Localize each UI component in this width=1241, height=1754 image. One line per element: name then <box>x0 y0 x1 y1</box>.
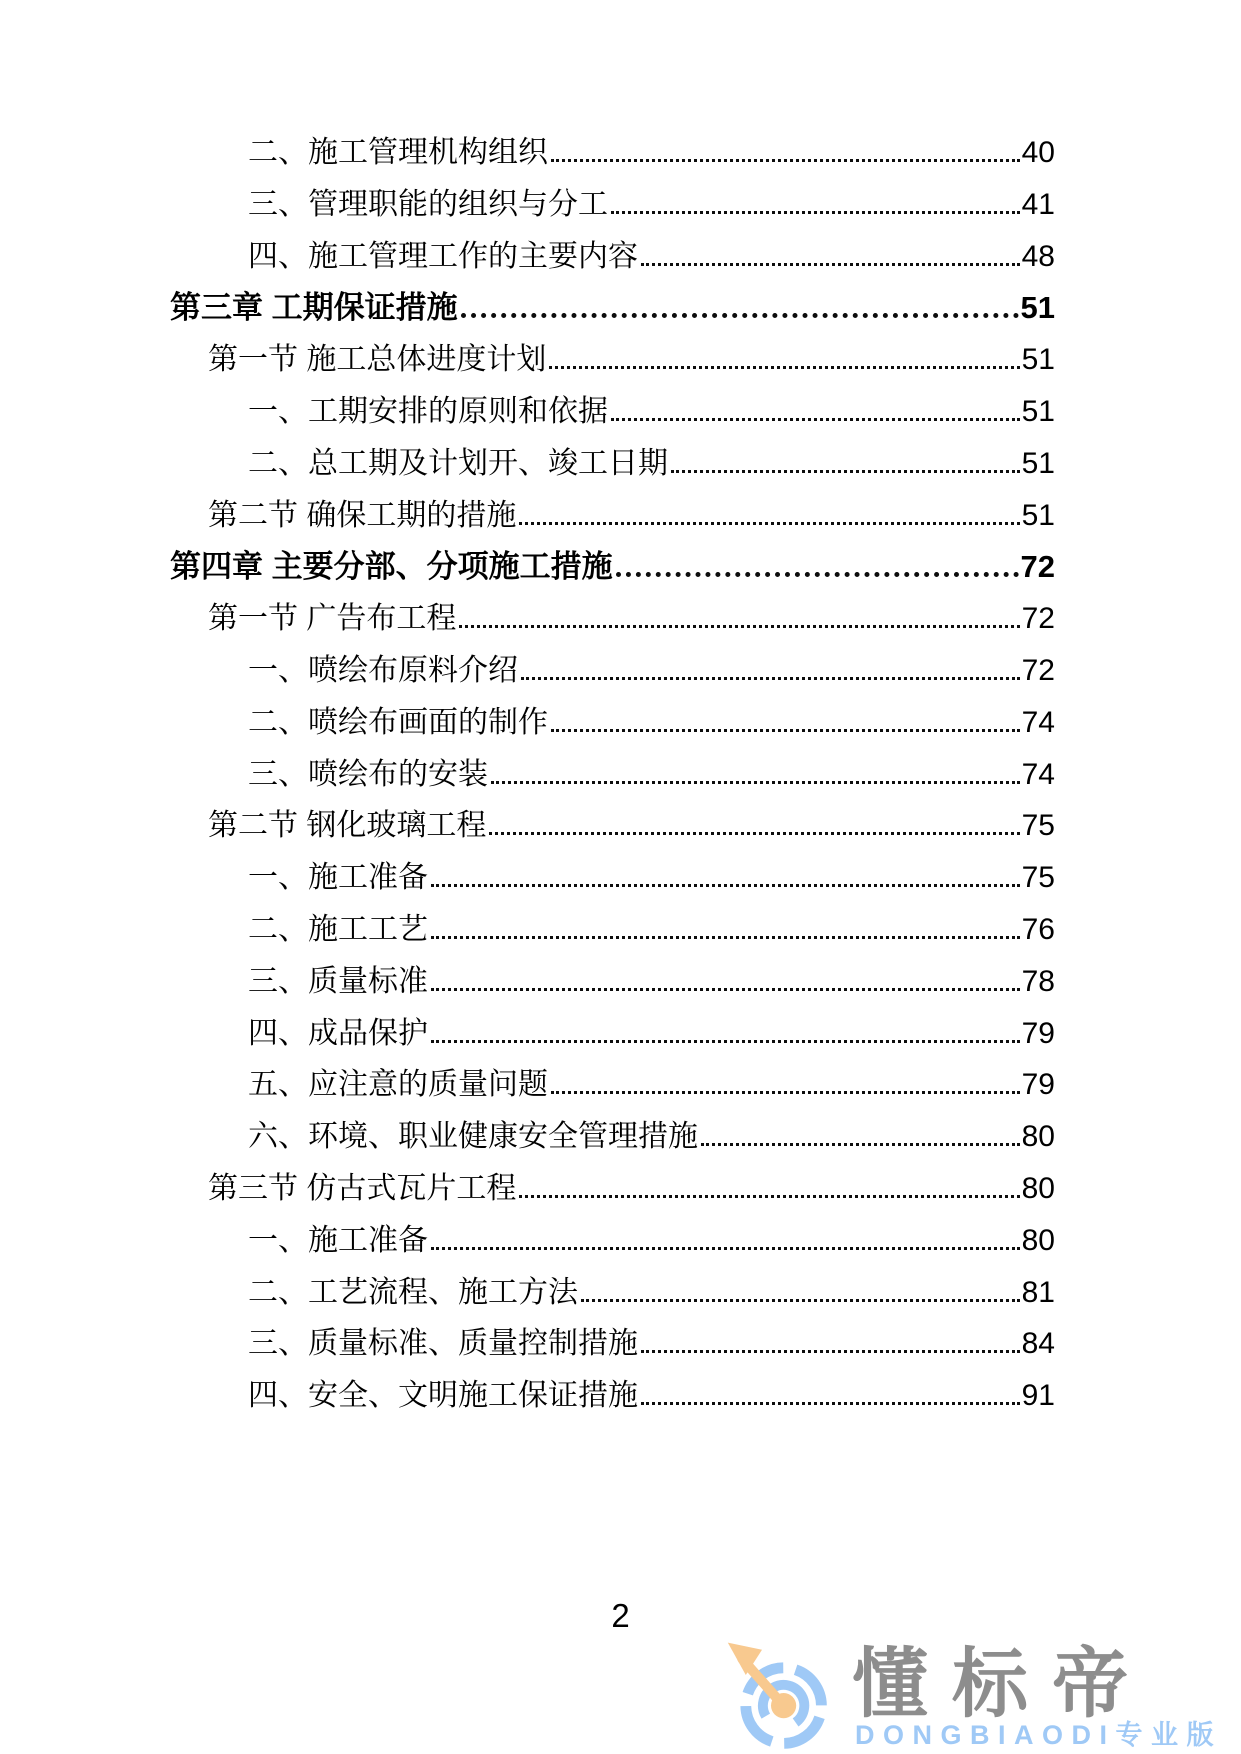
dot-leader <box>641 1350 1020 1353</box>
toc-entry-page-number: 78 <box>1021 964 1055 998</box>
toc-entry[interactable] <box>170 386 1055 438</box>
toc-entry[interactable] <box>170 282 1055 334</box>
toc-entry-page-number: 80 <box>1021 1223 1055 1257</box>
toc-entry[interactable] <box>170 541 1055 593</box>
dot-leader <box>616 572 1019 577</box>
toc-entry-page-number: 75 <box>1021 861 1055 895</box>
dot-leader <box>491 781 1020 784</box>
toc-entry-label: 二、施工工艺 <box>248 912 428 946</box>
toc-entry[interactable] <box>170 1163 1055 1215</box>
toc-entry-page-number: 79 <box>1021 1016 1055 1050</box>
toc-entry-label: 二、喷绘布画面的制作 <box>248 705 548 739</box>
dot-leader <box>431 936 1020 939</box>
toc-entry[interactable] <box>170 127 1055 179</box>
dot-leader <box>549 366 1019 369</box>
toc-entry[interactable] <box>170 852 1055 904</box>
toc-entry-page-number: 51 <box>1020 290 1055 326</box>
dot-leader <box>431 884 1020 887</box>
toc-entry-label: 第二节 确保工期的措施 <box>208 498 517 532</box>
dot-leader <box>431 988 1020 991</box>
toc-entry[interactable] <box>170 645 1055 697</box>
dot-leader <box>551 159 1020 162</box>
dot-leader <box>459 625 1019 628</box>
toc-entry-label: 一、喷绘布原料介绍 <box>248 653 518 687</box>
toc-entry[interactable] <box>170 1318 1055 1370</box>
toc-entry[interactable] <box>170 697 1055 749</box>
toc-entry-page-number: 74 <box>1021 757 1055 791</box>
toc-entry-page-number: 48 <box>1021 239 1055 273</box>
toc-entry-page-number: 80 <box>1021 1171 1055 1205</box>
toc-entry-label: 一、工期安排的原则和依据 <box>248 394 608 428</box>
toc-entry-label: 四、安全、文明施工保证措施 <box>248 1379 638 1413</box>
dot-leader <box>551 1091 1020 1094</box>
toc-entry-label: 五、应注意的质量问题 <box>248 1068 548 1102</box>
toc-entry[interactable] <box>170 334 1055 386</box>
toc-entry-page-number: 74 <box>1021 705 1055 739</box>
dot-leader <box>461 313 1019 318</box>
toc-entry-page-number: 75 <box>1021 809 1055 843</box>
toc-entry-page-number: 51 <box>1021 394 1055 428</box>
toc-entry[interactable] <box>170 1215 1055 1267</box>
toc-entry-label: 二、总工期及计划开、竣工日期 <box>248 446 668 480</box>
toc-entry-label: 二、施工管理机构组织 <box>248 136 548 169</box>
toc-entry-label: 四、施工管理工作的主要内容 <box>248 239 638 273</box>
toc-entry-page-number: 91 <box>1021 1379 1055 1413</box>
dot-leader <box>431 1247 1020 1250</box>
toc-entry-page-number: 72 <box>1021 602 1055 636</box>
toc-entry-label: 第一节 广告布工程 <box>208 602 457 636</box>
table-of-contents <box>170 127 1055 1422</box>
dot-leader <box>611 211 1020 214</box>
toc-entry-label: 三、质量标准 <box>248 964 428 998</box>
toc-entry[interactable] <box>170 1370 1055 1422</box>
dot-leader <box>701 1143 1020 1146</box>
toc-entry-label: 六、环境、职业健康安全管理措施 <box>248 1120 698 1154</box>
toc-entry[interactable] <box>170 904 1055 956</box>
toc-entry-label: 第二节 钢化玻璃工程 <box>208 809 487 843</box>
toc-entry-page-number: 51 <box>1021 446 1055 480</box>
toc-entry-page-number: 41 <box>1021 187 1055 221</box>
dot-leader <box>551 729 1020 732</box>
toc-entry[interactable] <box>170 438 1055 490</box>
watermark-edition-text: 专业版 <box>1115 1720 1222 1750</box>
toc-entry[interactable] <box>170 1111 1055 1163</box>
toc-entry-label: 二、工艺流程、施工方法 <box>248 1275 578 1309</box>
toc-entry-label: 一、施工准备 <box>248 1223 428 1257</box>
toc-entry-label: 三、管理职能的组织与分工 <box>248 187 608 221</box>
toc-entry[interactable] <box>170 1059 1055 1111</box>
toc-entry-label: 第一节 施工总体进度计划 <box>208 343 547 377</box>
toc-entry-page-number: 84 <box>1021 1327 1055 1361</box>
toc-entry[interactable] <box>170 749 1055 801</box>
dot-leader <box>641 1402 1020 1405</box>
page-number: 2 <box>611 1597 630 1634</box>
dot-leader <box>671 470 1020 473</box>
dongbiaodi-target-dart-icon <box>726 1630 834 1754</box>
toc-entry-label: 第三章 工期保证措施 <box>170 290 458 326</box>
toc-entry-label: 一、施工准备 <box>248 861 428 895</box>
toc-entry-label: 三、喷绘布的安装 <box>248 757 488 791</box>
toc-entry[interactable] <box>170 593 1055 645</box>
dot-leader <box>521 677 1020 680</box>
toc-entry-page-number: 79 <box>1021 1068 1055 1102</box>
toc-entry-page-number: 80 <box>1021 1120 1055 1154</box>
toc-entry-page-number: 81 <box>1021 1275 1055 1309</box>
toc-entry-label: 第三节 仿古式瓦片工程 <box>208 1171 517 1205</box>
toc-entry-page-number: 40 <box>1021 136 1055 169</box>
toc-entry[interactable] <box>170 179 1055 231</box>
toc-entry-page-number: 51 <box>1021 343 1055 377</box>
toc-entry-page-number: 76 <box>1021 912 1055 946</box>
watermark-subtext <box>855 1720 1222 1750</box>
toc-entry[interactable] <box>170 1267 1055 1319</box>
toc-entry-label: 四、成品保护 <box>248 1016 428 1050</box>
toc-entry[interactable] <box>170 231 1055 283</box>
toc-entry-page-number: 72 <box>1020 549 1055 585</box>
dot-leader <box>641 263 1020 266</box>
toc-entry-page-number: 51 <box>1021 498 1055 532</box>
dot-leader <box>611 418 1020 421</box>
toc-entry[interactable] <box>170 490 1055 542</box>
toc-entry[interactable] <box>170 1008 1055 1060</box>
toc-entry[interactable] <box>170 956 1055 1008</box>
dot-leader <box>431 1040 1020 1043</box>
toc-entry-label: 三、质量标准、质量控制措施 <box>248 1327 638 1361</box>
dot-leader <box>519 522 1019 525</box>
toc-entry-label: 第四章 主要分部、分项施工措施 <box>170 549 613 585</box>
toc-entry-page-number: 72 <box>1021 653 1055 687</box>
watermark-latin-text: DONGBIAODI <box>855 1720 1116 1750</box>
watermark-brand-text: 懂标帝 <box>852 1642 1152 1727</box>
dot-leader <box>581 1299 1020 1302</box>
dot-leader <box>519 1195 1019 1198</box>
toc-entry[interactable] <box>170 800 1055 852</box>
dot-leader <box>489 832 1019 835</box>
